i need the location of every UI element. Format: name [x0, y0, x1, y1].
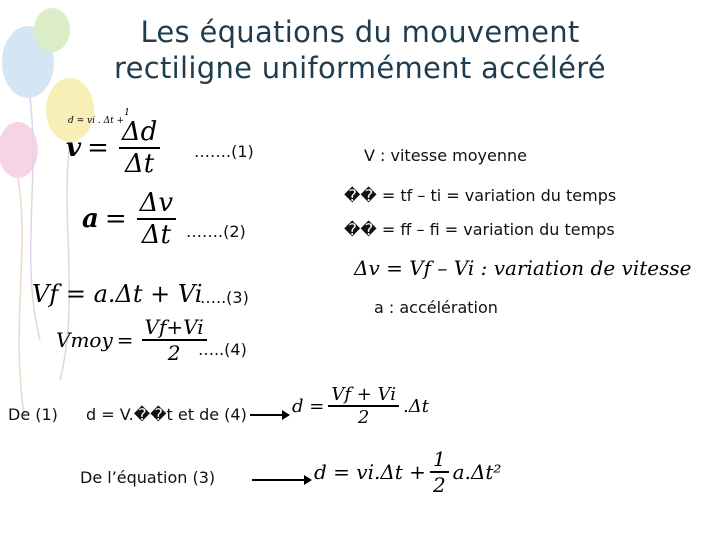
mini-formula: d = vi . Δt + 1 [68, 108, 130, 126]
derivation-from-1: De (1) [8, 405, 58, 424]
def-delta-t: �� = tf – ti = variation du temps [344, 186, 617, 205]
page-title [0, 14, 720, 86]
equation-3: Vf = a.Δt + Vi [32, 280, 203, 308]
def-velocity: V : vitesse moyenne [364, 146, 527, 165]
arrow-icon [248, 408, 292, 422]
final-equation: d = vi.Δt + $\frac{1}{2}$ a.Δt² [314, 447, 502, 497]
def-delta-f: �� = ff – fi = variation du temps [344, 220, 615, 239]
equation-4: Vmoy = $\frac{Vf+Vi}{2}$ [56, 315, 211, 365]
def-acceleration: a : accélération [374, 298, 498, 317]
equation-1: v = $\frac{\Delta d}{\Delta t}$ [66, 117, 164, 179]
derivation-from-3: De l’équation (3) [80, 468, 216, 487]
equation-1-tag: …….(1) [194, 142, 254, 161]
def-delta-v: Δv = Vf – Vi : variation de vitesse [354, 256, 692, 280]
derivation-d-expr: d = V.��t et de (4) [86, 405, 247, 424]
title-line-1: Les équations du mouvement [140, 15, 580, 49]
derivation-result: d = $\frac{Vf + Vi}{2}$ .Δt [292, 384, 429, 428]
title-line-2: rectiligne uniformément accéléré [114, 51, 606, 85]
equation-4-tag: …..(4) [198, 340, 247, 359]
equation-2: a = $\frac{\Delta v}{\Delta t}$ [82, 188, 180, 250]
equation-3-tag: …..(3) [200, 288, 249, 307]
arrow-icon [250, 473, 314, 487]
equation-2-tag: …….(2) [186, 222, 246, 241]
